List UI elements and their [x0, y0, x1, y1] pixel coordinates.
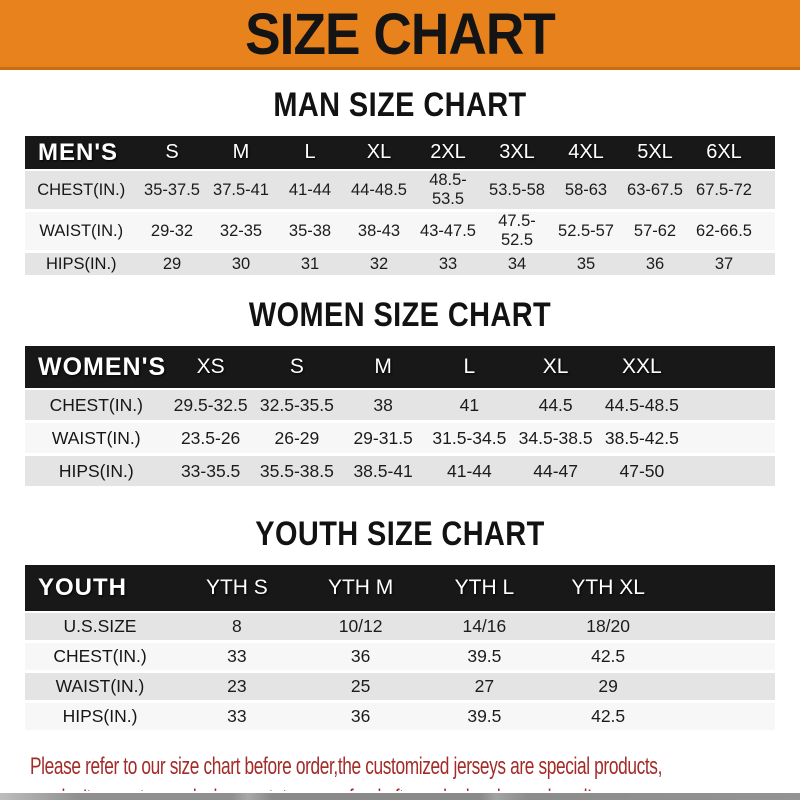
- size-value-cell: 29-31.5: [340, 423, 426, 456]
- size-table: [25, 565, 775, 733]
- size-column-header: YTH L: [423, 565, 547, 613]
- size-value-cell: 34: [483, 253, 552, 278]
- size-value-cell: 41-44: [426, 456, 512, 489]
- size-value-cell: 39.5: [423, 703, 547, 733]
- size-value-cell: 37: [690, 253, 759, 278]
- size-value-cell: 35-38: [276, 212, 345, 253]
- row-label: U.S.SIZE: [25, 613, 175, 643]
- size-value-cell: 26-29: [254, 423, 340, 456]
- table-row: [25, 703, 775, 733]
- women-section-heading: WOMEN SIZE CHART: [248, 296, 552, 334]
- size-value-cell: 32.5-35.5: [254, 390, 340, 423]
- youth-size-table: [25, 565, 775, 733]
- women-size-table: [25, 346, 775, 489]
- row-label: HIPS(IN.): [25, 456, 168, 489]
- table-row: [25, 390, 775, 423]
- table-row: [25, 673, 775, 703]
- size-column-header: 3XL: [483, 136, 552, 171]
- table-row: [25, 423, 775, 456]
- table-corner-label: YOUTH: [25, 565, 175, 613]
- size-column-header: XL: [513, 346, 599, 390]
- table-corner-label: WOMEN'S: [25, 346, 168, 390]
- size-value-cell: 33: [175, 643, 299, 673]
- spacer-cell: [759, 171, 776, 212]
- row-label: CHEST(IN.): [25, 390, 168, 423]
- size-value-cell: 63-67.5: [621, 171, 690, 212]
- size-column-header: M: [207, 136, 276, 171]
- size-value-cell: 42.5: [546, 643, 670, 673]
- size-value-cell: 33-35.5: [168, 456, 254, 489]
- size-value-cell: 44-48.5: [345, 171, 414, 212]
- size-value-cell: 52.5-57: [552, 212, 621, 253]
- size-column-header: 5XL: [621, 136, 690, 171]
- table-corner-label: MEN'S: [25, 136, 138, 171]
- table-row: [25, 253, 775, 278]
- size-value-cell: 32-35: [207, 212, 276, 253]
- size-value-cell: 14/16: [423, 613, 547, 643]
- size-value-cell: 37.5-41: [207, 171, 276, 212]
- banner: [0, 0, 800, 70]
- size-value-cell: 38-43: [345, 212, 414, 253]
- size-value-cell: 36: [299, 643, 423, 673]
- size-value-cell: 38.5-42.5: [599, 423, 685, 456]
- size-value-cell: 43-47.5: [414, 212, 483, 253]
- size-value-cell: 8: [175, 613, 299, 643]
- size-column-header: M: [340, 346, 426, 390]
- size-value-cell: 32: [345, 253, 414, 278]
- table-row: [25, 171, 775, 212]
- size-value-cell: 29.5-32.5: [168, 390, 254, 423]
- size-value-cell: 25: [299, 673, 423, 703]
- men-size-table: [25, 136, 775, 278]
- size-column-header: 4XL: [552, 136, 621, 171]
- size-value-cell: 23.5-26: [168, 423, 254, 456]
- size-value-cell: 58-63: [552, 171, 621, 212]
- size-value-cell: 57-62: [621, 212, 690, 253]
- size-column-header: YTH XL: [546, 565, 670, 613]
- size-value-cell: 35-37.5: [138, 171, 207, 212]
- row-label: WAIST(IN.): [25, 423, 168, 456]
- spacer-cell: [685, 423, 775, 456]
- size-value-cell: 29-32: [138, 212, 207, 253]
- size-table: [25, 136, 775, 278]
- size-value-cell: 47.5-52.5: [483, 212, 552, 253]
- size-value-cell: 53.5-58: [483, 171, 552, 212]
- spacer-cell: [670, 565, 775, 613]
- size-value-cell: 44.5: [513, 390, 599, 423]
- youth-section-heading: YOUTH SIZE CHART: [255, 515, 545, 553]
- size-value-cell: 38.5-41: [340, 456, 426, 489]
- spacer-cell: [759, 212, 776, 253]
- size-value-cell: 44-47: [513, 456, 599, 489]
- size-value-cell: 31.5-34.5: [426, 423, 512, 456]
- table-row: [25, 613, 775, 643]
- size-value-cell: 39.5: [423, 643, 547, 673]
- size-column-header: S: [254, 346, 340, 390]
- table-row: [25, 456, 775, 489]
- size-value-cell: 35.5-38.5: [254, 456, 340, 489]
- size-value-cell: 35: [552, 253, 621, 278]
- spacer-cell: [670, 673, 775, 703]
- size-value-cell: 41: [426, 390, 512, 423]
- spacer-cell: [759, 253, 776, 278]
- men-section-heading: MAN SIZE CHART: [273, 86, 527, 124]
- spacer-cell: [685, 456, 775, 489]
- row-label: CHEST(IN.): [25, 643, 175, 673]
- size-value-cell: 34.5-38.5: [513, 423, 599, 456]
- table-row: [25, 212, 775, 253]
- spacer-cell: [670, 703, 775, 733]
- size-column-header: L: [426, 346, 512, 390]
- size-value-cell: 48.5-53.5: [414, 171, 483, 212]
- row-label: WAIST(IN.): [25, 212, 138, 253]
- size-column-header: YTH M: [299, 565, 423, 613]
- size-value-cell: 36: [299, 703, 423, 733]
- row-label: HIPS(IN.): [25, 253, 138, 278]
- size-value-cell: 31: [276, 253, 345, 278]
- size-value-cell: 18/20: [546, 613, 670, 643]
- page-title: SIZE CHART: [245, 0, 555, 67]
- size-value-cell: 27: [423, 673, 547, 703]
- spacer-cell: [670, 643, 775, 673]
- spacer-cell: [759, 136, 776, 171]
- size-value-cell: 42.5: [546, 703, 670, 733]
- size-column-header: XXL: [599, 346, 685, 390]
- spacer-cell: [685, 346, 775, 390]
- table-row: [25, 643, 775, 673]
- size-value-cell: 23: [175, 673, 299, 703]
- size-column-header: XS: [168, 346, 254, 390]
- size-table: [25, 346, 775, 489]
- size-column-header: 6XL: [690, 136, 759, 171]
- row-label: HIPS(IN.): [25, 703, 175, 733]
- size-value-cell: 33: [175, 703, 299, 733]
- size-column-header: S: [138, 136, 207, 171]
- bottom-edge-strip: [0, 791, 800, 800]
- size-value-cell: 30: [207, 253, 276, 278]
- size-value-cell: 33: [414, 253, 483, 278]
- size-value-cell: 10/12: [299, 613, 423, 643]
- size-column-header: L: [276, 136, 345, 171]
- footer-disclaimer-line-1: Please refer to our size chart before order,the customized jerseys are special products,: [30, 753, 663, 780]
- spacer-cell: [685, 390, 775, 423]
- size-value-cell: 67.5-72: [690, 171, 759, 212]
- size-column-header: 2XL: [414, 136, 483, 171]
- size-value-cell: 36: [621, 253, 690, 278]
- size-column-header: XL: [345, 136, 414, 171]
- size-value-cell: 41-44: [276, 171, 345, 212]
- row-label: CHEST(IN.): [25, 171, 138, 212]
- spacer-cell: [670, 613, 775, 643]
- size-column-header: YTH S: [175, 565, 299, 613]
- size-value-cell: 38: [340, 390, 426, 423]
- size-value-cell: 44.5-48.5: [599, 390, 685, 423]
- size-value-cell: 29: [546, 673, 670, 703]
- size-value-cell: 29: [138, 253, 207, 278]
- row-label: WAIST(IN.): [25, 673, 175, 703]
- size-value-cell: 47-50: [599, 456, 685, 489]
- size-value-cell: 62-66.5: [690, 212, 759, 253]
